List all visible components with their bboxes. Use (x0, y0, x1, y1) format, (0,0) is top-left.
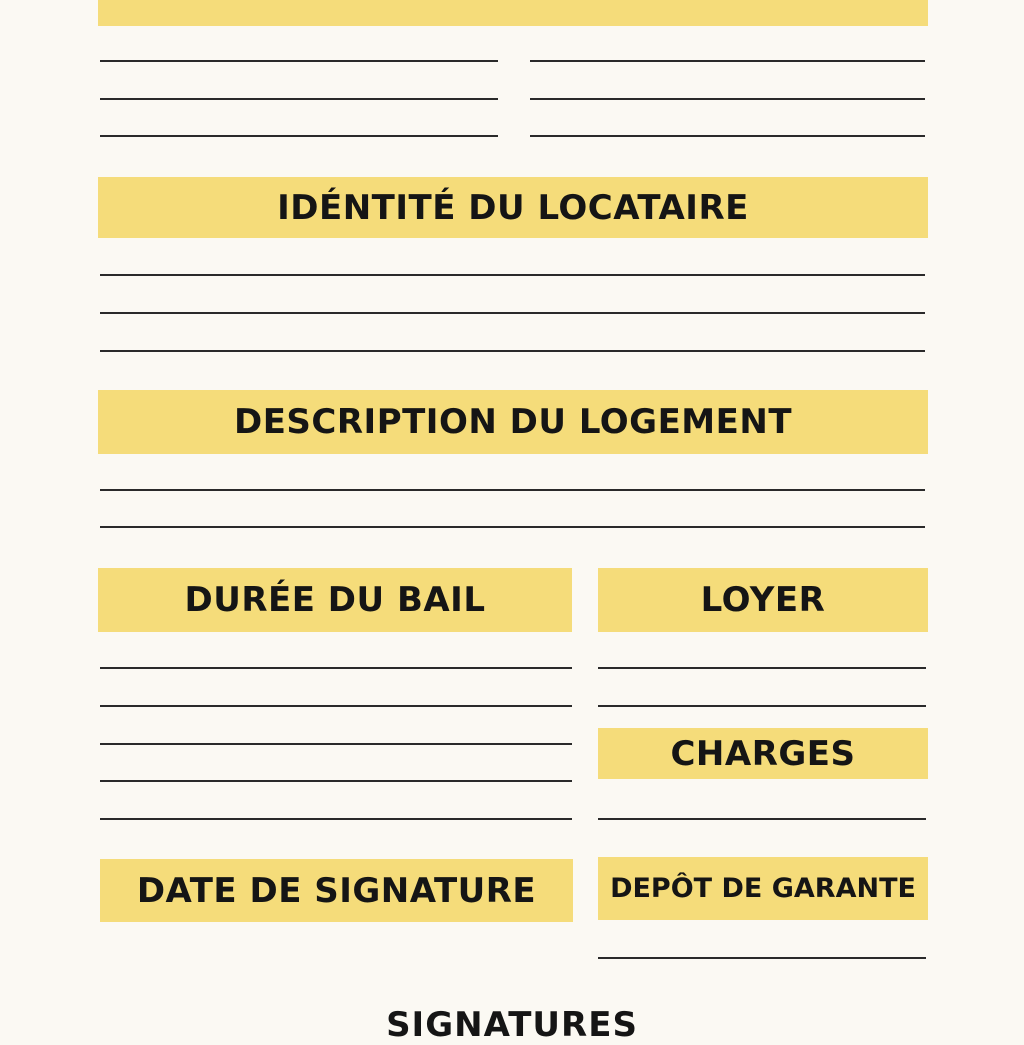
section-header-depot (598, 857, 928, 920)
section-title-depot: DEPÔT DE GARANTE (610, 873, 916, 904)
section-header-loyer (598, 568, 928, 632)
section-title-logement: DESCRIPTION DU LOGEMENT (233, 402, 793, 442)
section-title-loyer: LOYER (700, 580, 826, 620)
section-header-bailleur (98, 0, 928, 26)
write-line[interactable] (530, 98, 925, 100)
section-title-date: DATE DE SIGNATURE (136, 870, 537, 911)
section-title-charges: CHARGES (670, 733, 856, 774)
signatures-title: SIGNATURES (386, 1005, 638, 1045)
write-line[interactable] (100, 350, 925, 352)
write-line[interactable] (598, 705, 926, 707)
write-line[interactable] (100, 667, 572, 669)
write-line[interactable] (530, 135, 925, 137)
write-line[interactable] (100, 98, 498, 100)
write-line[interactable] (100, 526, 925, 528)
write-line[interactable] (530, 60, 925, 62)
write-line[interactable] (100, 60, 498, 62)
write-line[interactable] (598, 667, 926, 669)
section-title-locataire: IDÉNTITÉ DU LOCATAIRE (277, 187, 749, 228)
write-line[interactable] (598, 957, 926, 959)
section-header-locataire (98, 177, 928, 238)
write-line[interactable] (100, 705, 572, 707)
write-line[interactable] (598, 818, 926, 820)
section-header-date (100, 859, 573, 922)
section-header-charges (598, 728, 928, 779)
write-line[interactable] (100, 489, 925, 491)
write-line[interactable] (100, 135, 498, 137)
section-header-duree (98, 568, 572, 632)
section-title-duree: DURÉE DU BAIL (184, 580, 486, 620)
write-line[interactable] (100, 312, 925, 314)
section-header-logement (98, 390, 928, 454)
write-line[interactable] (100, 743, 572, 745)
write-line[interactable] (100, 274, 925, 276)
write-line[interactable] (100, 780, 572, 782)
write-line[interactable] (100, 818, 572, 820)
